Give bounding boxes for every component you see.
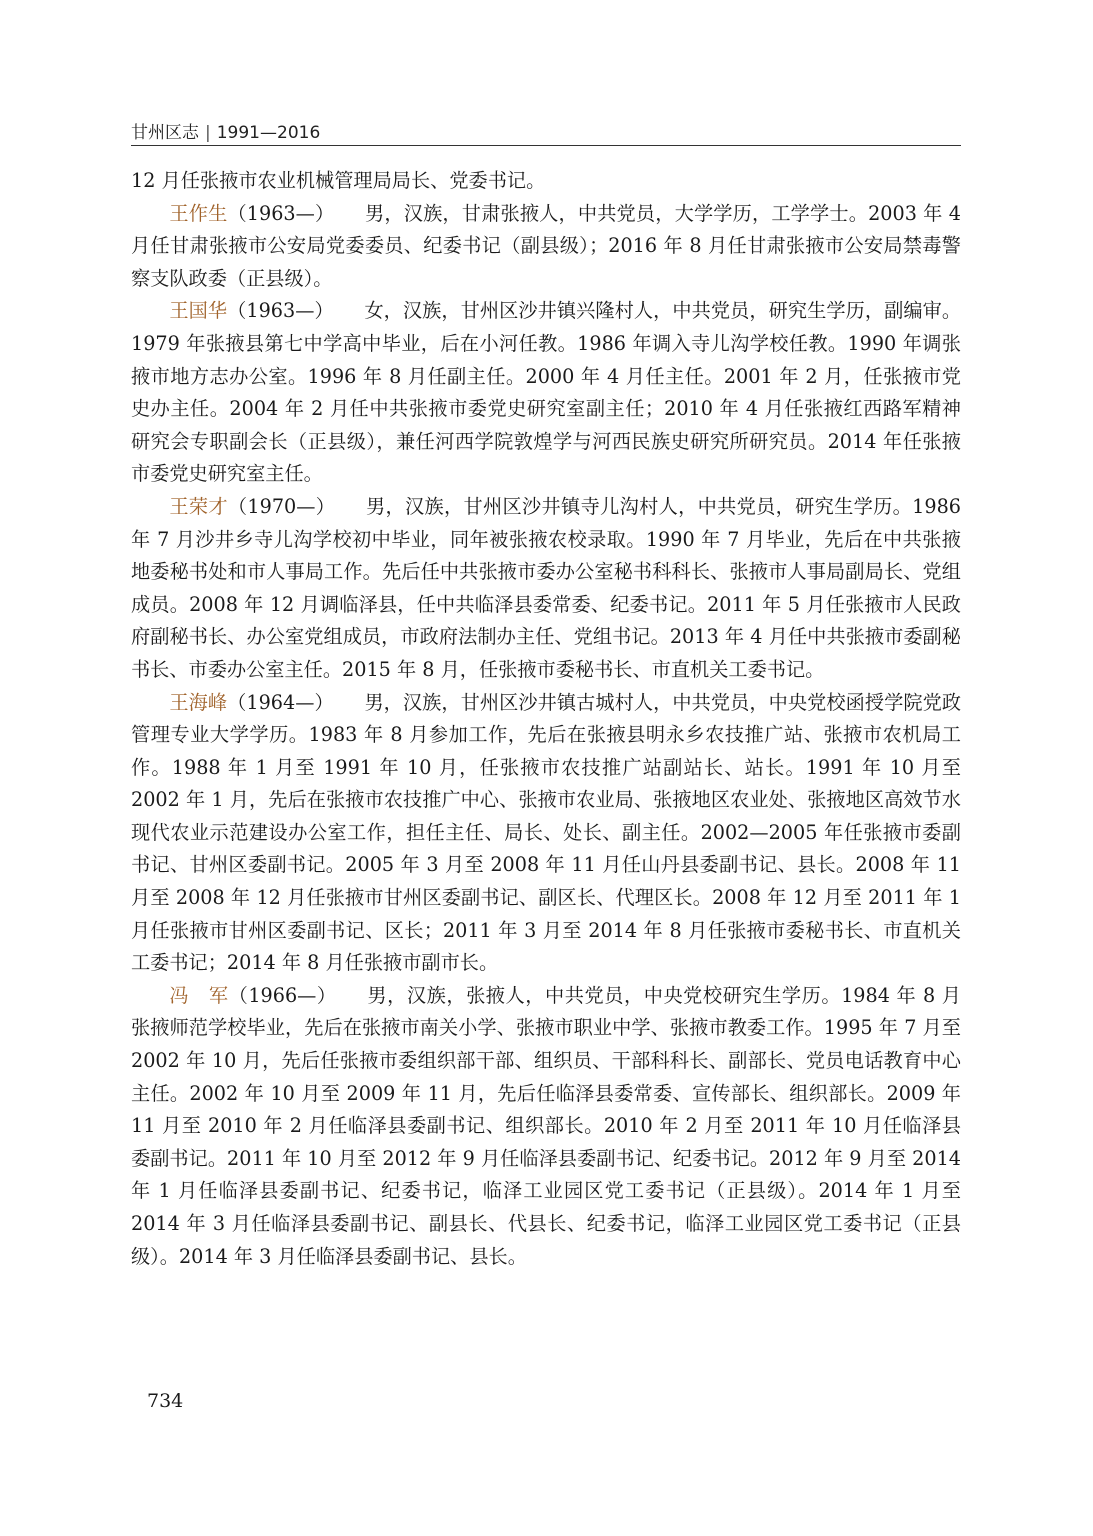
page-number: 734 bbox=[147, 1390, 184, 1412]
biography-entry bbox=[131, 295, 961, 491]
continuation-paragraph: 12 月任张掖市农业机械管理局局长、党委书记。 bbox=[131, 169, 546, 192]
person-name: 冯 军 bbox=[169, 983, 229, 1007]
person-name: 王作生 bbox=[169, 201, 228, 225]
biography-entry bbox=[131, 980, 961, 1273]
biography-text: 男，汉族，甘州区沙井镇古城村人，中共党员，中央党校函授学院党政管理专业大学学历。1983 年 8 月参加工作，先后在张掖县明永乡农技推广站、张掖市农机局工作。1988 年 1 月至 1991 年 10 月，任张掖市农技推广站副站长、站长。1991 年 10 月至 2002 年 1 月，先后在张掖市农技推广中心、张掖市农业局、张掖地区农业处、张掖地区高效节水现代农业示范建设办公室工作，担任主任、局长、处长、副主任。2002—2005 年任张掖市委副书记、甘州区委副书记。2005 年 3 月至 2008 年 11 月任山丹县委副书记、县长。2008 年 11 月至 2008 年 12 月任张掖市甘州区委副书记、副区长、代理区长。2008 年 12 月至 2011 年 1 月任张掖市甘州区委副书记、区长；2011 年 3 月至 2014 年 8 月任张掖市委秘书长、市直机关工委书记；2014 年 8 月任张掖市副市长。 bbox=[131, 690, 962, 975]
biography-entry bbox=[131, 687, 961, 980]
biography-text: 男，汉族，甘肃张掖人，中共党员，大学学历，工学学士。2003 年 4 月任甘肃张掖市公安局党委委员、纪委书记（副县级）；2016 年 8 月任甘肃张掖市公安局禁毒警察支队政委（正县级）。 bbox=[131, 201, 961, 290]
header-period: 1991—2016 bbox=[216, 123, 321, 143]
person-years: （1964—） bbox=[227, 690, 334, 714]
person-name: 王荣才 bbox=[169, 494, 228, 518]
person-years: （1963—） bbox=[227, 201, 335, 225]
person-name: 王海峰 bbox=[169, 690, 228, 714]
person-name: 王国华 bbox=[169, 299, 228, 323]
biography-text: 女，汉族，甘州区沙井镇兴隆村人，中共党员，研究生学历，副编审。1979 年张掖县第七中学高中毕业，后在小河任教。1986 年调入寺儿沟学校任教。1990 年调张掖市地方志办公室。1996 年 8 月任副主任。2000 年 4 月任主任。2001 年 2 月，任张掖市党史办主任。2004 年 2 月任中共张掖市委党史研究室副主任；2010 年 4 月任张掖红西路军精神研究会专职副会长（正县级），兼任河西学院敦煌学与河西民族史研究所研究员。2014 年任张掖市委党史研究室主任。 bbox=[131, 299, 962, 486]
header-rule bbox=[131, 145, 961, 146]
biography-text: 男，汉族，甘州区沙井镇寺儿沟村人，中共党员，研究生学历。1986 年 7 月沙井乡寺儿沟学校初中毕业，同年被张掖农校录取。1990 年 7 月毕业，先后在中共张掖地委秘书处和市人事局工作。先后任中共张掖市委办公室秘书科科长、张掖市人事局副局长、党组成员。2008 年 12 月调临泽县，任中共临泽县委常委、纪委书记。2011 年 5 月任张掖市人民政府副秘书长、办公室党组成员，市政府法制办主任、党组书记。2013 年 4 月任中共张掖市委副秘书长、市委办公室主任。2015 年 8 月，任张掖市委秘书长、市直机关工委书记。 bbox=[131, 494, 961, 681]
running-header bbox=[131, 118, 961, 143]
book-title: 甘州区志 bbox=[131, 123, 199, 143]
biography-entry bbox=[131, 491, 961, 687]
header-separator: | bbox=[205, 123, 211, 143]
biography-entry bbox=[131, 198, 961, 296]
person-years: （1966—） bbox=[228, 983, 337, 1007]
biography-text: 男，汉族，张掖人，中共党员，中央党校研究生学历。1984 年 8 月张掖师范学校毕业，先后在张掖市南关小学、张掖市职业中学、张掖市教委工作。1995 年 7 月至 2002 年 10 月，先后任张掖市委组织部干部、组织员、干部科科长、副部长、党员电话教育中心主任。2002 年 10 月至 2009 年 11 月，先后任临泽县委常委、宣传部长、组织部长。2009 年 11 月至 2010 年 2 月任临泽县委副书记、组织部长。2010 年 2 月至 2011 年 10 月任临泽县委副书记。2011 年 10 月至 2012 年 9 月任临泽县委副书记、纪委书记。2012 年 9 月至 2014 年 1 月任临泽县委副书记、纪委书记，临泽工业园区党工委书记（正县级）。2014 年 1 月至 2014 年 3 月任临泽县委副书记、副县长、代县长、纪委书记，临泽工业园区党工委书记（正县级）。2014 年 3 月任临泽县委副书记、县长。 bbox=[131, 983, 961, 1268]
page-body bbox=[131, 165, 961, 1273]
person-years: （1970—） bbox=[227, 494, 336, 518]
person-years: （1963—） bbox=[227, 299, 334, 323]
